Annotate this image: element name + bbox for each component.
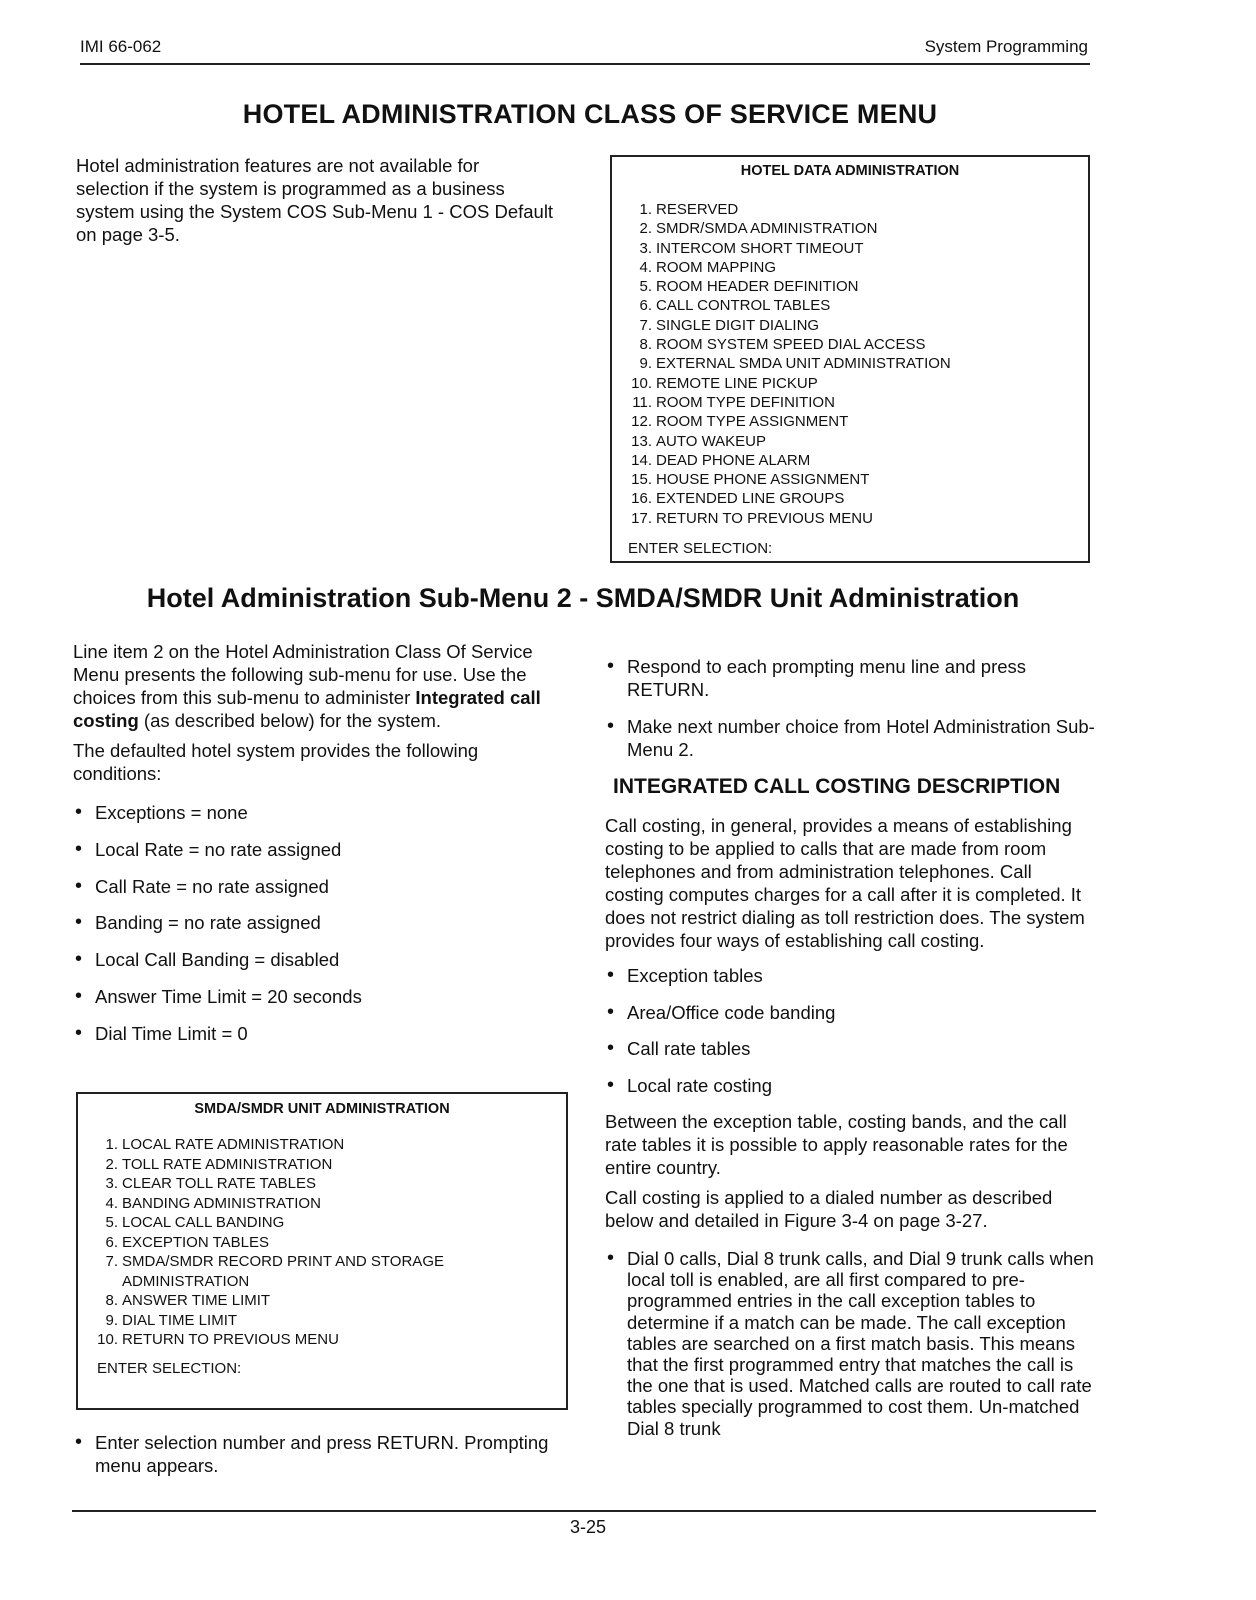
menu-item-label: HOUSE PHONE ASSIGNMENT xyxy=(656,471,870,489)
list-item: • Area/Office code banding xyxy=(605,1001,1095,1024)
list-item: • Exceptions = none xyxy=(73,801,553,824)
menu-item-number: 10. xyxy=(97,1331,118,1348)
menu-item xyxy=(85,1155,566,1175)
header-rule xyxy=(80,63,1090,65)
menu-item xyxy=(85,1213,566,1233)
menu-item xyxy=(628,412,1088,431)
menu-item-number: 5. xyxy=(105,1214,118,1231)
menu-item-label: CLEAR TOLL RATE TABLES xyxy=(122,1175,316,1192)
menu-item-number: 2. xyxy=(639,220,652,238)
menu-item-number: 4. xyxy=(105,1194,118,1212)
menu-item-number: 5. xyxy=(639,278,652,296)
hotel-data-admin-menu-box xyxy=(610,155,1090,563)
menu-item-label: RETURN TO PREVIOUS MENU xyxy=(122,1331,339,1348)
menu-item xyxy=(628,277,1088,296)
menu-item-label: LOCAL RATE ADMINISTRATION xyxy=(122,1136,345,1153)
header-doc-id: IMI 66-062 xyxy=(80,37,162,56)
menu-item-label: EXTENDED LINE GROUPS xyxy=(656,490,845,508)
menu-item-number: 7. xyxy=(105,1253,118,1270)
menu-item xyxy=(85,1252,566,1291)
menu-item-label: EXTERNAL SMDA UNIT ADMINISTRATION xyxy=(656,355,951,373)
menu-item-number: 2. xyxy=(105,1155,118,1173)
menu-item-number: 10. xyxy=(631,374,652,392)
call-costing-heading: INTEGRATED CALL COSTING DESCRIPTION xyxy=(613,775,1061,798)
menu-item-label: CALL CONTROL TABLES xyxy=(656,297,831,315)
list-item: • Dial Time Limit = 0 xyxy=(73,1022,553,1045)
menu-item-label: DIAL TIME LIMIT xyxy=(122,1311,238,1329)
menu-item-label: SMDA/SMDR RECORD PRINT AND STORAGE ADMINISTRATION xyxy=(122,1253,444,1290)
right-paragraph-1: Call costing, in general, provides a means of establishing costing to be applied to calls that are made from room telephones and from administration telephones. Call costing computes charges for a call after it is completed. It does not restrict dialing as toll restriction does. The system provides four ways of establishing call costing. xyxy=(605,815,1085,951)
menu-item-label: RESERVED xyxy=(656,201,739,218)
right-column xyxy=(605,655,1095,1453)
right-paragraph-3: Call costing is applied to a dialed number as described below and detailed in Figure 3-4 on page 3-27. xyxy=(605,1187,1053,1231)
menu-item-number: 12. xyxy=(631,413,652,431)
menu-item-number: 16. xyxy=(631,490,652,508)
list-item: • Call Rate = no rate assigned xyxy=(73,875,553,898)
menu-item-label: DEAD PHONE ALARM xyxy=(656,451,811,469)
hotel-menu-prompt: ENTER SELECTION: xyxy=(628,540,773,558)
menu-item-label: ROOM TYPE DEFINITION xyxy=(656,393,835,411)
menu-item-label: REMOTE LINE PICKUP xyxy=(656,374,818,392)
menu-item-number: 8. xyxy=(105,1292,118,1309)
para1-text-b: (as described below) for the system. xyxy=(138,710,442,731)
steps-list xyxy=(605,655,1095,761)
menu-item xyxy=(628,296,1088,315)
hotel-menu-title: HOTEL DATA ADMINISTRATION xyxy=(740,163,960,179)
list-item: • Local rate costing xyxy=(605,1074,1095,1097)
smda-menu-list xyxy=(85,1135,566,1350)
menu-item xyxy=(85,1135,566,1155)
menu-item-label: ROOM SYSTEM SPEED DIAL ACCESS xyxy=(656,336,926,354)
menu-item-number: 1. xyxy=(639,201,652,218)
menu-item xyxy=(85,1174,566,1194)
menu-item-label: ROOM MAPPING xyxy=(656,258,777,276)
list-item: • Local Call Banding = disabled xyxy=(73,948,553,971)
hotel-menu-list xyxy=(628,200,1088,528)
menu-item-number: 8. xyxy=(639,336,652,354)
menu-item-label: INTERCOM SHORT TIMEOUT xyxy=(656,239,864,257)
menu-item xyxy=(628,200,1088,219)
intro-paragraph: Hotel administration features are not available for selection if the system is programmed as a business system using the System COS Sub-Menu 1 - COS Default on page 3-5. xyxy=(76,155,554,245)
header-section: System Programming xyxy=(924,37,1088,56)
smda-smdr-admin-menu-box xyxy=(76,1092,568,1410)
list-item: • Enter selection number and press RETURN. Prompting menu appears. xyxy=(73,1431,563,1477)
smda-menu-title: SMDA/SMDR UNIT ADMINISTRATION xyxy=(194,1101,450,1117)
menu-item-number: 3. xyxy=(639,239,652,257)
menu-item xyxy=(628,354,1088,373)
left-column xyxy=(73,640,553,1059)
menu-item xyxy=(628,258,1088,277)
menu-item xyxy=(628,393,1088,412)
menu-item xyxy=(628,374,1088,393)
menu-item xyxy=(628,239,1088,258)
default-conditions-list xyxy=(73,801,553,1045)
menu-item xyxy=(85,1311,566,1331)
page-number: 3-25 xyxy=(569,1517,607,1537)
menu-item xyxy=(628,509,1088,528)
menu-item-label: ANSWER TIME LIMIT xyxy=(122,1292,271,1309)
menu-item-label: LOCAL CALL BANDING xyxy=(122,1214,285,1231)
page-title: HOTEL ADMINISTRATION CLASS OF SERVICE MENU xyxy=(242,99,938,129)
menu-item-number: 7. xyxy=(639,316,652,334)
list-item: • Answer Time Limit = 20 seconds xyxy=(73,985,553,1008)
list-item: • Banding = no rate assigned xyxy=(73,911,553,934)
menu-item-number: 6. xyxy=(105,1233,118,1251)
menu-item-number: 1. xyxy=(105,1136,118,1153)
menu-item-label: SMDR/SMDA ADMINISTRATION xyxy=(656,220,878,238)
list-item: • Call rate tables xyxy=(605,1037,1095,1060)
smda-menu-prompt: ENTER SELECTION: xyxy=(97,1359,242,1377)
menu-item-label: ROOM TYPE ASSIGNMENT xyxy=(656,413,849,431)
menu-item-number: 4. xyxy=(639,258,652,276)
menu-item xyxy=(628,316,1088,335)
menu-item-number: 9. xyxy=(639,355,652,373)
menu-item xyxy=(85,1330,566,1350)
left-paragraph-1 xyxy=(73,640,553,732)
list-item: • Make next number choice from Hotel Administration Sub-Menu 2. xyxy=(605,715,1095,761)
menu-item-label: EXCEPTION TABLES xyxy=(122,1233,269,1251)
menu-item xyxy=(85,1291,566,1311)
menu-item-number: 14. xyxy=(631,451,652,469)
menu-item-number: 3. xyxy=(105,1175,118,1192)
menu-item xyxy=(628,470,1088,489)
left-paragraph-2: The defaulted hotel system provides the following conditions: xyxy=(73,740,479,784)
menu-item xyxy=(628,335,1088,354)
para1-bold-text: Integrated call costing xyxy=(73,687,541,731)
menu-item-number: 17. xyxy=(631,509,652,527)
menu-item-number: 15. xyxy=(631,471,652,489)
menu-item xyxy=(628,489,1088,508)
menu-item-number: 11. xyxy=(632,393,652,411)
menu-item xyxy=(85,1194,566,1214)
menu-item-label: BANDING ADMINISTRATION xyxy=(122,1194,321,1212)
menu-item xyxy=(628,432,1088,451)
list-item: • Exception tables xyxy=(605,964,1095,987)
para1-text-a: Line item 2 on the Hotel Administration Class Of Service Menu presents the following sub-menu for use. Use the choices from this sub-menu to administer xyxy=(73,641,533,708)
left-bottom-step xyxy=(73,1431,563,1477)
menu-item-number: 13. xyxy=(631,432,652,450)
list-item: • Dial 0 calls, Dial 8 trunk calls, and Dial 9 trunk calls when local toll is enabled, are all first compared to pre-programmed entries in the call exception tables to determine if a match can be made. The call exception tables are searched on a first match basis. This means that the first programmed entry that matches the call is the one that is used. Matched calls are routed to call rate tables specially programmed to cost them. Un-matched Dial 8 trunk xyxy=(605,1248,1095,1439)
menu-item-label: AUTO WAKEUP xyxy=(656,432,767,450)
menu-item xyxy=(628,451,1088,470)
costing-ways-list xyxy=(605,964,1095,1097)
menu-item xyxy=(628,219,1088,238)
list-item: • Local Rate = no rate assigned xyxy=(73,838,553,861)
menu-item-label: ROOM HEADER DEFINITION xyxy=(656,278,859,296)
menu-item xyxy=(85,1233,566,1253)
menu-item-number: 9. xyxy=(105,1311,118,1329)
menu-item-label: RETURN TO PREVIOUS MENU xyxy=(656,509,873,527)
menu-item-label: SINGLE DIGIT DIALING xyxy=(656,316,820,334)
footer-rule xyxy=(72,1510,1096,1512)
menu-item-number: 6. xyxy=(639,297,652,315)
section-heading: Hotel Administration Sub-Menu 2 - SMDA/SMDR Unit Administration xyxy=(146,583,1020,613)
menu-item-label: TOLL RATE ADMINISTRATION xyxy=(122,1155,333,1173)
list-item: • Respond to each prompting menu line and press RETURN. xyxy=(605,655,1095,701)
right-paragraph-2: Between the exception table, costing bands, and the call rate tables it is possible to apply reasonable rates for the entire country. xyxy=(605,1111,1068,1178)
